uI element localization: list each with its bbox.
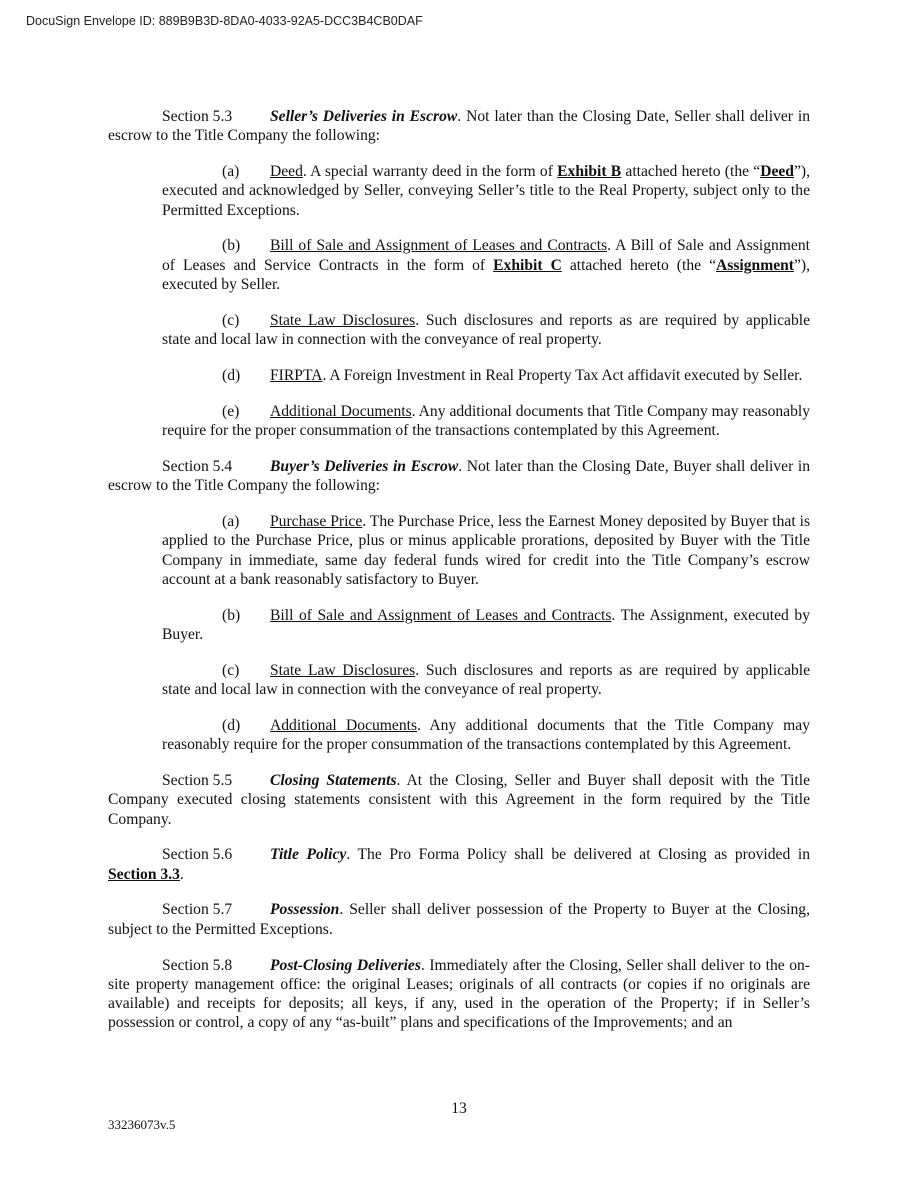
body-text: . Not later than the Closing Date, Seller shall deliver in escrow to the Title Company the following:	[108, 108, 810, 145]
subsection-paragraph	[162, 512, 810, 589]
subsection-paragraph	[162, 716, 810, 755]
subsection-paragraph	[162, 236, 810, 294]
section-number: Section 5.4	[162, 457, 233, 475]
item-label: (a)	[222, 163, 240, 181]
subsection-paragraph	[162, 311, 810, 350]
defined-term-reference: Exhibit C	[493, 256, 562, 274]
page-number: 13	[451, 1100, 467, 1117]
section-paragraph	[108, 956, 810, 1033]
item-label: (e)	[222, 402, 240, 420]
body-text: . Seller shall deliver possession of the Property to Buyer at the Closing, subject to the Permitted Exceptions.	[108, 901, 810, 938]
item-heading: State Law Disclosures	[270, 311, 416, 329]
item-heading: Additional Documents	[270, 716, 418, 734]
item-heading: Deed	[270, 163, 303, 181]
item-heading: Additional Documents	[270, 402, 412, 420]
item-heading: FIRPTA	[270, 366, 323, 384]
section-number: Section 5.5	[162, 771, 233, 789]
body-text: ”), executed by Seller.	[162, 256, 810, 294]
body-text: . Any additional documents that Title Company may reasonably require for the proper consummation of the transactions contemplated by this Agreement.	[162, 402, 811, 440]
body-text: . At the Closing, Seller and Buyer shall deposit with the Title Company executed closing statements consistent with this Agreement in the form required by the Title Company.	[108, 771, 811, 828]
docusign-envelope-id: DocuSign Envelope ID: 889B9B3D-8DA0-4033-92A5-DCC3B4CB0DAF	[26, 14, 423, 28]
item-heading: Bill of Sale and Assignment of Leases and Contracts	[270, 237, 608, 255]
section-heading: Seller’s Deliveries in Escrow	[270, 108, 458, 125]
document-version: 33236073v.5	[108, 1117, 176, 1132]
section-paragraph	[108, 900, 810, 939]
body-text: . Not later than the Closing Date, Buyer shall deliver in escrow to the Title Company the following:	[108, 457, 811, 495]
body-text: . Such disclosures and reports as are required by applicable state and local law in connection with the conveyance of real property.	[162, 661, 810, 699]
body-text: attached hereto (the “	[621, 163, 761, 181]
body-text: . The Purchase Price, less the Earnest Money deposited by Buyer that is applied to the Purchase Price, plus or minus applicable prorations, deposited by Buyer with the Title Company in immediate, same day federal funds wired for credit into the Title Company’s escrow account at a bank reasonably satisfactory to Buyer.	[162, 512, 811, 588]
item-label: (b)	[222, 237, 241, 255]
subsection-paragraph	[162, 402, 810, 441]
subsection-paragraph	[162, 606, 810, 645]
item-heading: State Law Disclosures	[270, 661, 416, 679]
item-label: (a)	[222, 512, 240, 530]
body-text: . The Pro Forma Policy shall be delivered at Closing as provided in	[346, 846, 810, 864]
section-paragraph	[108, 771, 810, 829]
subsection-paragraph	[162, 661, 810, 700]
item-label: (b)	[222, 606, 241, 624]
section-heading: Buyer’s Deliveries in Escrow	[270, 457, 459, 475]
item-label: (c)	[222, 661, 240, 679]
body-text: . A Foreign Investment in Real Property Tax Act affidavit executed by Seller.	[322, 366, 803, 384]
body-text: . Any additional documents that the Title Company may reasonably require for the proper consummation of the transactions contemplated by this Agreement.	[162, 716, 810, 754]
body-text: .	[179, 865, 184, 883]
body-text: . Such disclosures and reports as are required by applicable state and local law in connection with the conveyance of real property.	[162, 311, 810, 349]
section-heading: Title Policy	[270, 846, 347, 864]
section-number: Section 5.6	[162, 846, 233, 864]
body-text: . Immediately after the Closing, Seller shall deliver to the on-site property management office: the original Leases; originals of all contracts (or copies if no originals are available) and receipts for deposits; all keys, if any, used in the operation of the Property; if in Seller’s possession or control, a copy of any “as-built” plans and specifications of the Improvements; and an	[108, 956, 810, 1032]
section-heading: Post-Closing Deliveries	[270, 956, 421, 974]
body-text: . A Bill of Sale and Assignment of Leases and Service Contracts in the form of	[162, 237, 810, 274]
item-label: (d)	[222, 366, 241, 384]
body-text: . The Assignment, executed by Buyer.	[162, 606, 810, 643]
section-heading: Possession	[270, 901, 340, 919]
item-label: (c)	[222, 311, 240, 329]
item-heading: Bill of Sale and Assignment of Leases and Contracts	[270, 606, 612, 624]
section-paragraph	[108, 457, 810, 496]
defined-term-reference: Deed	[760, 163, 794, 181]
defined-term-reference: Exhibit B	[557, 163, 622, 181]
section-number: Section 5.7	[162, 901, 233, 919]
body-text: . A special warranty deed in the form of	[302, 163, 558, 181]
section-heading: Closing Statements	[270, 771, 397, 789]
subsection-paragraph	[162, 162, 810, 220]
subsection-paragraph	[162, 366, 810, 385]
item-heading: Purchase Price	[270, 512, 363, 530]
defined-term-reference: Section 3.3	[108, 865, 180, 883]
body-text: attached hereto (the “	[561, 256, 716, 274]
item-label: (d)	[222, 716, 241, 734]
section-paragraph	[108, 845, 810, 884]
body-text: ”), executed and acknowledged by Seller, conveying Seller’s title to the Real Property, subject only to the Permitted Exceptions.	[162, 163, 810, 219]
defined-term-reference: Assignment	[716, 256, 794, 274]
section-paragraph	[108, 107, 810, 146]
document-body	[108, 107, 810, 1049]
section-number: Section 5.8	[162, 956, 233, 974]
section-number: Section 5.3	[162, 108, 233, 125]
